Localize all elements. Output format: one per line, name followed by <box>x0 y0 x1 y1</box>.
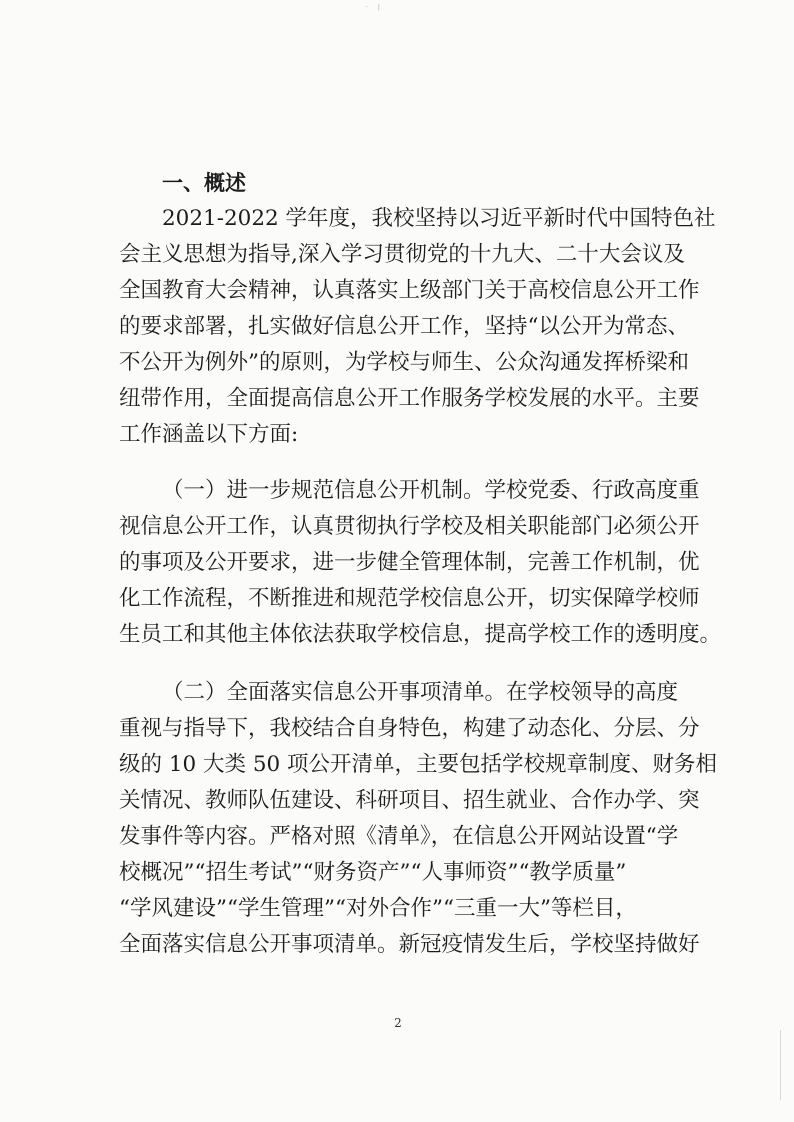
paragraph-2-line-2: 视信息公开工作，认真贯彻执行学校及相关职能部门必须公开 <box>119 514 700 539</box>
page-number: 2 <box>394 1016 402 1030</box>
paragraph-1-line-4: 的要求部署，扎实做好信息公开工作，坚持“以公开为常态、 <box>119 314 689 339</box>
paragraph-1-line-2: 会主义思想为指导,深入学习贯彻党的十九大、二十大会议及 <box>119 242 685 267</box>
paragraph-3-line-8: 全面落实信息公开事项清单。新冠疫情发生后，学校坚持做好 <box>119 932 700 957</box>
paragraph-3-line-2: 重视与指导下，我校结合自身特色，构建了动态化、分层、分 <box>119 716 700 741</box>
paragraph-1-line-6: 纽带作用，全面提高信息公开工作服务学校发展的水平。主要 <box>119 386 700 411</box>
paragraph-3-line-4: 关情况、教师队伍建设、科研项目、招生就业、合作办学、突 <box>119 788 700 813</box>
paragraph-1-line-1: 2021-2022 学年度，我校坚持以习近平新时代中国特色社 <box>162 206 716 231</box>
paragraph-3-line-1: （二）全面落实信息公开事项清单。在学校领导的高度 <box>162 680 679 705</box>
paragraph-2-line-3: 的事项及公开要求，进一步健全管理体制，完善工作机制，优 <box>119 550 700 575</box>
scan-edge-line <box>780 1030 781 1100</box>
section-heading: 一、概述 <box>162 171 246 195</box>
paragraph-2-line-5: 生员工和其他主体依法获取学校信息，提高学校工作的透明度。 <box>119 622 722 647</box>
paragraph-1-line-7: 工作涵盖以下方面: <box>119 422 299 447</box>
paragraph-3-line-3: 级的 10 大类 50 项公开清单，主要包括学校规章制度、财务相 <box>119 752 718 777</box>
paragraph-3-line-6: 校概况”“招生考试”“财务资产”“人事师资”“教学质量” <box>119 860 627 885</box>
paragraph-3-line-7: “学风建设”“学生管理”“对外合作”“三重一大”等栏目， <box>119 896 637 921</box>
scan-mark: · | <box>366 4 384 11</box>
paragraph-1-line-5: 不公开为例外”的原则，为学校与师生、公众沟通发挥桥梁和 <box>119 350 689 375</box>
paragraph-3-line-5: 发事件等内容。严格对照《清单》，在信息公开网站设置“学 <box>119 824 679 849</box>
paragraph-2-line-4: 化工作流程，不断推进和规范学校信息公开，切实保障学校师 <box>119 586 700 611</box>
paragraph-2-line-1: （一）进一步规范信息公开机制。学校党委、行政高度重 <box>162 478 700 503</box>
paragraph-1-line-3: 全国教育大会精神，认真落实上级部门关于高校信息公开工作 <box>119 278 700 303</box>
